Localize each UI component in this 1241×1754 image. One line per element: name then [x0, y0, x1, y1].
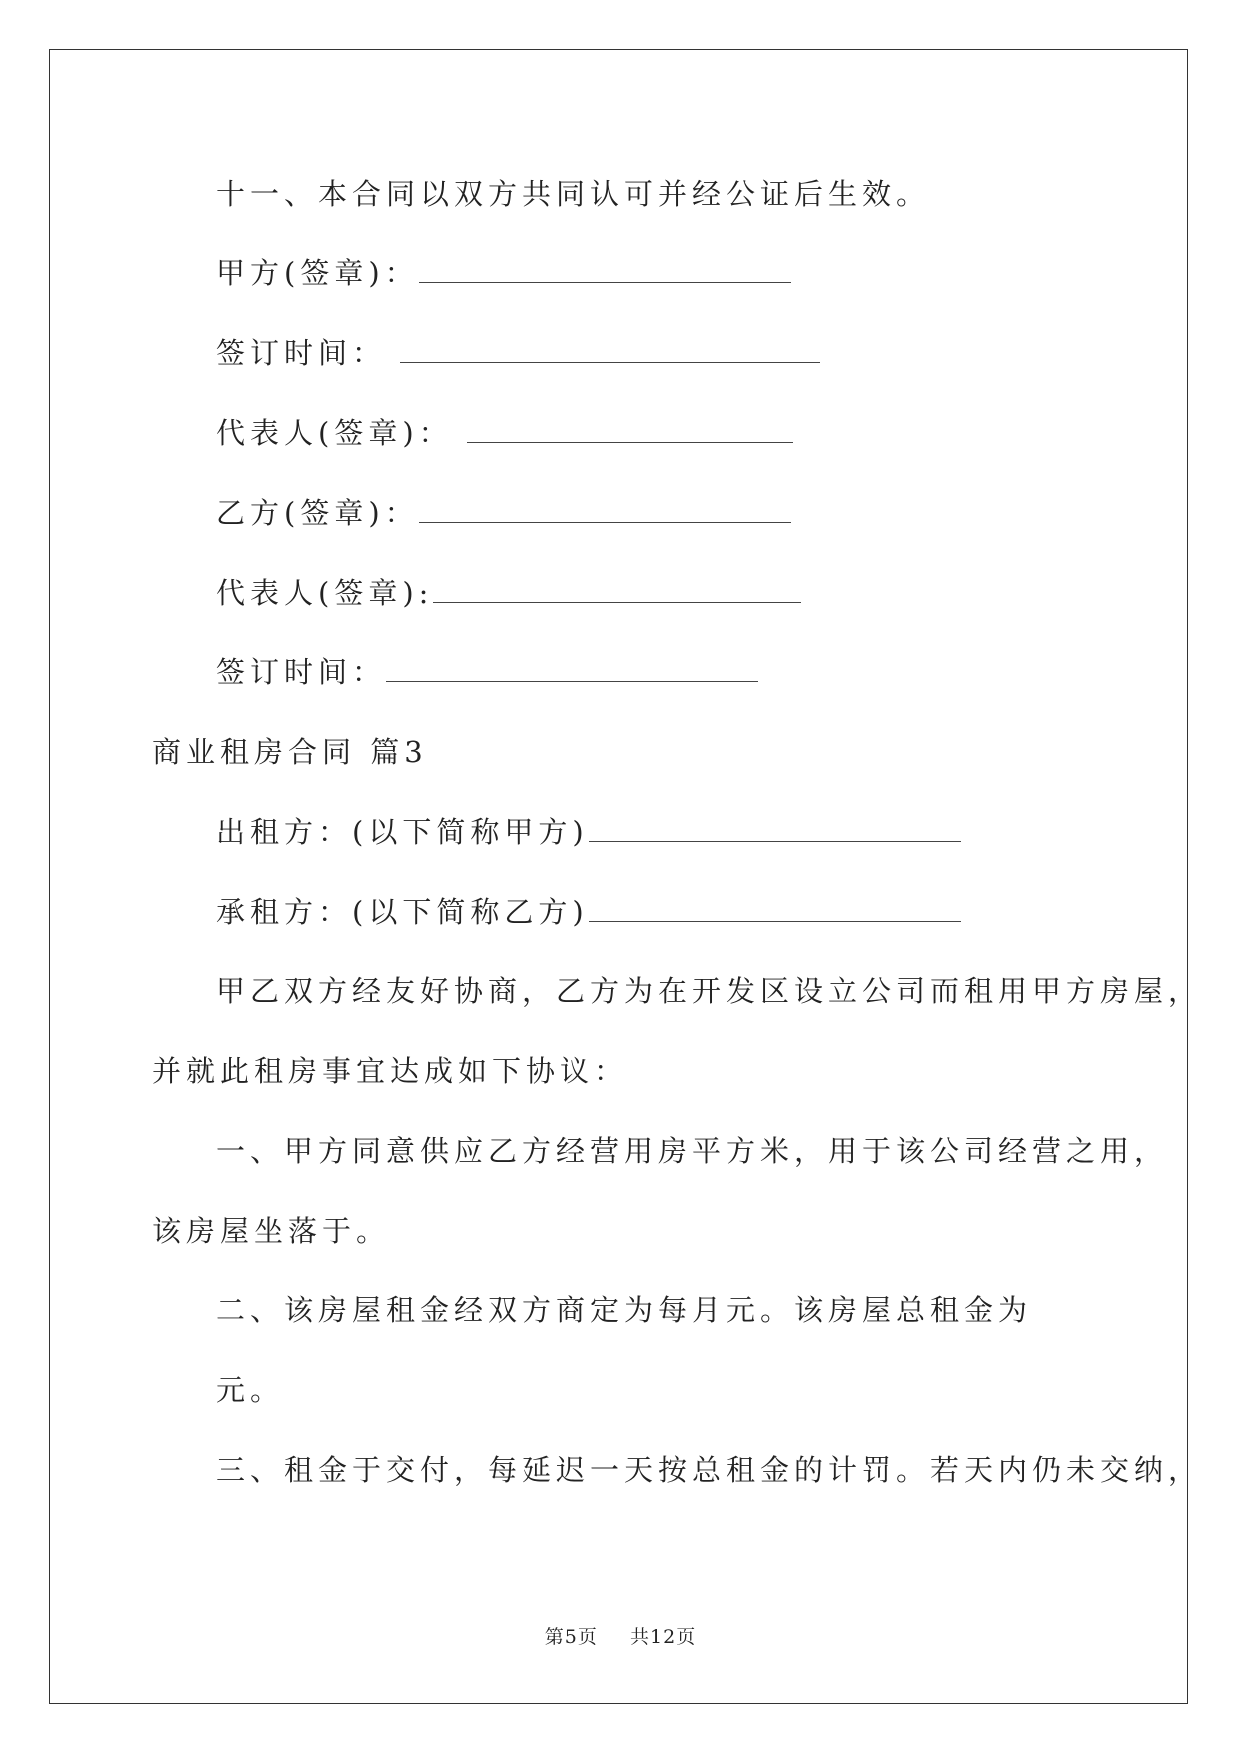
clause-eleven: 十一、本合同以双方共同认可并经公证后生效。 — [216, 177, 931, 211]
page-footer — [0, 1622, 1241, 1649]
clause-two-1: 二、该房屋租金经双方商定为每月元。该房屋总租金为 — [216, 1293, 1033, 1327]
total-pages: 共12页 — [630, 1626, 697, 1648]
clause-three-1: 三、租金于交付，每延迟一天按总租金的计罚。若天内仍未交纳， — [216, 1453, 1203, 1487]
signature-blank — [433, 578, 801, 603]
party-a-signature-line: 甲方(签章)： — [216, 255, 791, 291]
clause-one-2: 该房屋坐落于。 — [152, 1214, 391, 1248]
signature-blank — [400, 338, 820, 363]
paragraph-intro-2: 并就此租房事宜达成如下协议： — [152, 1054, 629, 1088]
current-page: 第5页 — [544, 1626, 598, 1648]
sign-date-line: 签订时间： — [216, 335, 820, 371]
lessor-line: 出租方：(以下简称甲方) — [216, 814, 961, 850]
clause-two-2: 元。 — [216, 1373, 285, 1407]
signature-blank — [467, 418, 793, 443]
clause-one-1: 一、甲方同意供应乙方经营用房平方米，用于该公司经营之用， — [216, 1134, 1169, 1168]
section-heading: 商业租房合同 篇3 — [152, 735, 428, 769]
signature-blank — [589, 817, 961, 842]
signature-blank — [589, 897, 961, 922]
signature-blank — [419, 498, 791, 523]
party-b-signature-line: 乙方(签章)： — [216, 495, 791, 531]
representative-signature-line: 代表人(签章)： — [216, 415, 793, 451]
signature-blank — [419, 258, 791, 283]
lessee-line: 承租方：(以下简称乙方) — [216, 894, 961, 930]
representative-signature-line-2: 代表人(签章): — [216, 575, 801, 611]
sign-date-line-2: 签订时间： — [216, 654, 758, 690]
signature-blank — [386, 657, 758, 682]
paragraph-intro-1: 甲乙双方经友好协商，乙方为在开发区设立公司而租用甲方房屋， — [216, 974, 1203, 1008]
